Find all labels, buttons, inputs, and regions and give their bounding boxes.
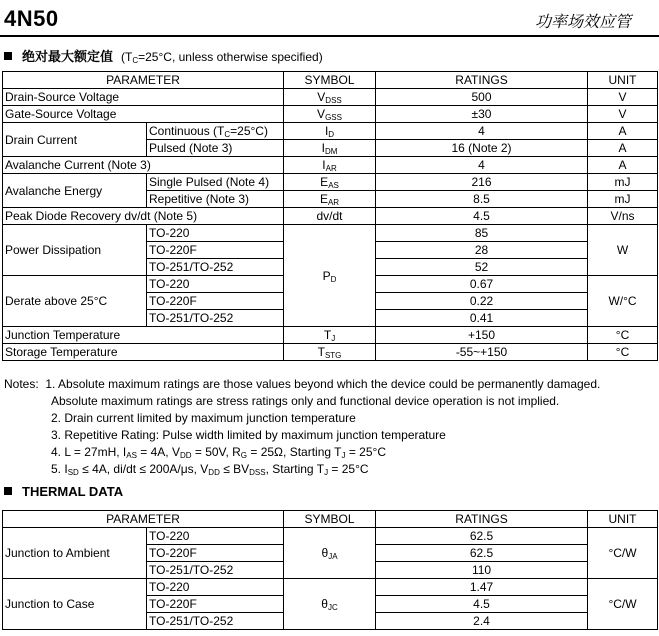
abs-max-table	[2, 71, 658, 361]
table-header-row	[3, 72, 658, 89]
table-row: Peak Diode Recovery dv/dt (Note 5) dv/dt 4.5 V/ns	[3, 208, 658, 225]
abs-max-title: 绝对最大额定值 ($T_C=25^\circ C$, unless otherwise specified)	[4, 46, 323, 65]
notes-block	[4, 376, 659, 478]
table-row: Junction Temperature $T_J$ +150 °C	[3, 327, 658, 344]
table-row: TO-251/TO-252 52	[3, 259, 658, 276]
notes-label: Notes:	[4, 377, 39, 391]
thermal-title: THERMAL DATA	[4, 484, 123, 499]
table-row: Pulsed (Note 3) $I_{DM}$ 16 (Note 2) A	[3, 140, 658, 157]
header-unit: UNIT	[588, 72, 658, 89]
table-row: Junction to Ambient TO-220 $\theta_{JA}$ 62.5 °C/W	[3, 528, 658, 545]
table-row: Gate-Source Voltage $V_{GSS}$ ±30 V	[3, 106, 658, 123]
abs-max-condition: ($T_C=25^\circ C$, unless otherwise specified)	[121, 50, 323, 65]
square-bullet-icon	[4, 487, 12, 495]
note-4: 4. L = 27mH, $I_{AS} = 4A$, $V_{DD} = 50V$, $R_G = 25\Omega$, Starting $T_J = 25^\circ C$	[51, 445, 386, 460]
table-row: TO-220F 62.5	[3, 545, 658, 562]
header-symbol: SYMBOL	[284, 72, 376, 89]
note-1: 1. Absolute maximum ratings are those values beyond which the device could be permanently damaged.	[45, 377, 601, 391]
table-row: TO-251/TO-252 110	[3, 562, 658, 579]
table-row: TO-220F 0.22	[3, 293, 658, 310]
table-row: Avalanche Current (Note 3) $I_{AR}$ 4 A	[3, 157, 658, 174]
table-row: Storage Temperature $T_{STG}$ -55~+150 °C	[3, 344, 658, 361]
header-parameter: PARAMETER	[3, 72, 284, 89]
table-header-row: PARAMETER SYMBOL RATINGS UNIT	[3, 511, 658, 528]
square-bullet-icon	[4, 52, 12, 60]
table-row: Avalanche Energy Single Pulsed (Note 4) $E_{AS}$ 216 mJ	[3, 174, 658, 191]
pd-symbol: $P_D$	[284, 225, 376, 327]
table-row: Junction to Case TO-220 $\theta_{JC}$ 1.47 °C/W	[3, 579, 658, 596]
page-subtitle: 功率场效应管	[534, 12, 631, 31]
table-row: TO-251/TO-252 2.4	[3, 613, 658, 630]
table-row: TO-251/TO-252 0.41	[3, 310, 658, 327]
thermal-table	[2, 510, 658, 630]
table-row: TO-220F 28	[3, 242, 658, 259]
table-row: TO-220F 4.5	[3, 596, 658, 613]
table-row: Derate above 25°C TO-220 0.67 W/°C	[3, 276, 658, 293]
note-5: 5. $I_{SD} \le 4A$, di/dt ≤ 200A/μs, $V_{DD} \le BV_{DSS}$, Starting $T_J = 25^\circ C$	[51, 462, 369, 477]
header-ratings: RATINGS	[376, 72, 588, 89]
part-number: 4N50	[4, 6, 59, 31]
note-3: 3. Repetitive Rating: Pulse width limited by maximum junction temperature	[51, 428, 446, 442]
table-row: Power Dissipation TO-220 $P_D$ 85 W	[3, 225, 658, 242]
table-row: Drain Current Continuous $(T_C=25^\circ C)$ $I_D$ 4 A	[3, 123, 658, 140]
table-row: Drain-Source Voltage $V_{DSS}$ 500 V	[3, 89, 658, 106]
note-1-cont: Absolute maximum ratings are stress ratings only and functional device operation is not implied.	[51, 394, 560, 408]
table-row: Repetitive (Note 3) $E_{AR}$ 8.5 mJ	[3, 191, 658, 208]
header-rule	[0, 35, 659, 37]
page-header	[0, 0, 659, 36]
note-2: 2. Drain current limited by maximum junction temperature	[51, 411, 356, 425]
